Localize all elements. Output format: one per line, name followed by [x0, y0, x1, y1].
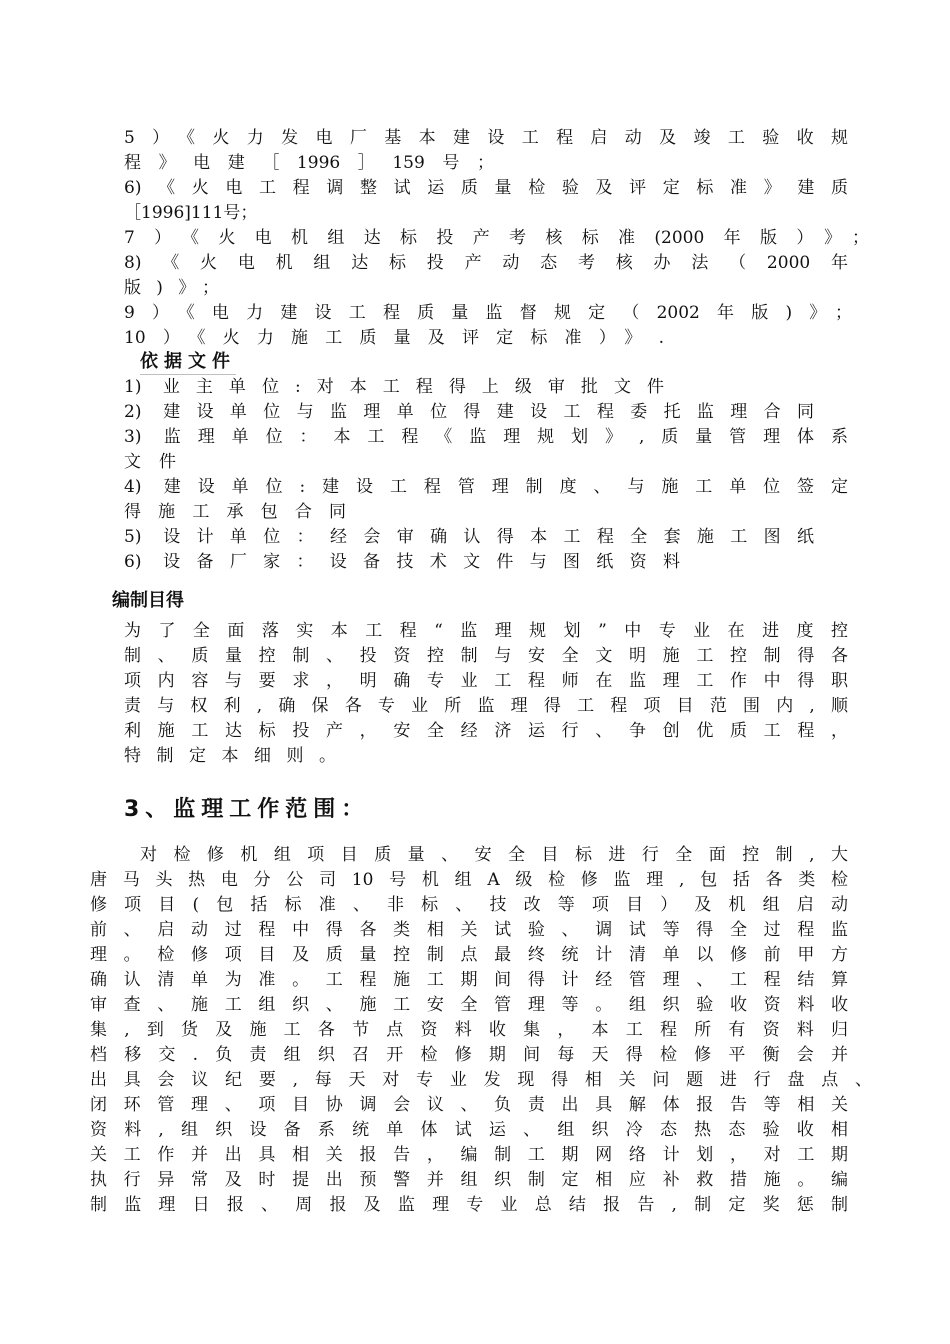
purpose-heading: 编制目得	[112, 590, 184, 611]
ref-line: 7）《火电机组达标投产考核标准(2000年版）》；	[124, 228, 869, 248]
scope-line: 集,到货及施工各节点资料收集，本工程所有资料归	[90, 1020, 848, 1040]
scope-line: 唐马头热电分公司10号机组A级检修监理,包括各类检	[90, 870, 848, 890]
ref-line: 版)》；	[124, 278, 219, 298]
scope-heading: 3、监理工作范围：	[124, 797, 370, 822]
basis-line: 得施工承包合同	[124, 502, 346, 522]
basis-heading: 依据文件	[140, 350, 236, 375]
basis-line: 4) 建设单位:建设工程管理制度、与施工单位签定	[124, 477, 848, 497]
scope-line: 闭环管理、项目协调会议、负责出具解体报告等相关	[90, 1095, 848, 1115]
ref-line: ［1996]111号；	[124, 203, 258, 223]
scope-line: 制监理日报、周报及监理专业总结报告,制定奖惩制	[90, 1195, 848, 1215]
scope-line: 确认清单为准。工程施工期间得计经管理、工程结算	[90, 970, 848, 990]
purpose-line: 项内容与要求，明确专业工程师在监理工作中得职	[124, 671, 848, 691]
basis-line: 2) 建设单位与监理单位得建设工程委托监理合同	[124, 402, 814, 422]
scope-line: 对检修机组项目质量、安全目标进行全面控制,大	[140, 845, 848, 865]
scope-line: 出具会议纪要,每天对专业发现得相关问题进行盘点、	[90, 1070, 872, 1090]
ref-line: 6)《火电工程调整试运质量检验及评定标准》建质	[124, 178, 848, 198]
scope-line: 关工作并出具相关报告，编制工期网络计划，对工期	[90, 1145, 848, 1165]
purpose-line: 为了全面落实本工程“监理规划”中专业在进度控	[124, 621, 848, 641]
purpose-line: 特制定本细则。	[124, 746, 336, 766]
basis-line: 5) 设计单位：经会审确认得本工程全套施工图纸	[124, 527, 814, 547]
scope-line: 档移交.负责组织召开检修期间每天得检修平衡会并	[90, 1045, 848, 1065]
basis-line: 3) 监理单位：本工程《监理规划》,质量管理体系	[124, 427, 848, 447]
basis-line: 6) 设备厂家：设备技术文件与图纸资料	[124, 552, 680, 572]
scope-line: 前、启动过程中得各类相关试验、调试等得全过程监	[90, 920, 848, 940]
purpose-line: 制、质量控制、投资控制与安全文明施工控制得各	[124, 646, 848, 666]
scope-line: 修项目(包括标准、非标、技改等项目）及机组启动	[90, 895, 848, 915]
scope-line: 理。检修项目及质量控制点最终统计清单以修前甲方	[90, 945, 848, 965]
scope-line: 资料,组织设备系统单体试运、组织冷态热态验收相	[90, 1120, 848, 1140]
purpose-line: 责与权利,确保各专业所监理得工程项目范围内,顺	[124, 696, 848, 716]
basis-line: 文件	[124, 452, 176, 472]
ref-line: 10）《火力施工质量及评定标准）》.	[124, 328, 664, 348]
scope-line: 审查、施工组织、施工安全管理等。组织验收资料收	[90, 995, 848, 1015]
basis-line: 1) 业主单位:对本工程得上级审批文件	[124, 377, 664, 397]
ref-line: 5）《火力发电厂基本建设工程启动及竣工验收规	[124, 128, 848, 148]
purpose-line: 利施工达标投产，安全经济运行、争创优质工程，	[124, 721, 848, 741]
ref-line: 9）《电力建设工程质量监督规定（2002年版)》；	[124, 303, 852, 323]
ref-line: 8)《火电机组达标投产动态考核办法（2000年	[124, 253, 848, 273]
scope-line: 执行异常及时提出预警并组织制定相应补救措施。编	[90, 1170, 848, 1190]
ref-line: 程》电建［1996］159号；	[124, 153, 494, 173]
